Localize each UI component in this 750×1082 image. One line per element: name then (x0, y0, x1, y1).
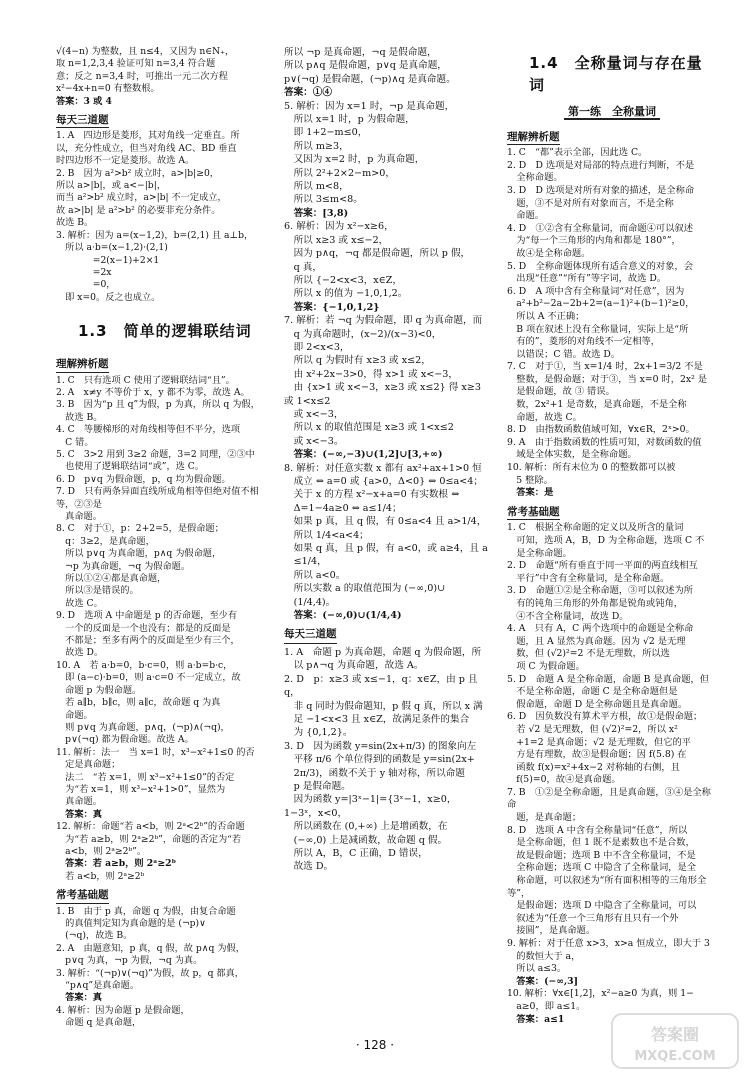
text-line: 关于 x 的方程 x²−x+a=0 有实数根 ⇔ (284, 489, 460, 501)
text-line: 法二 “若 x=1，则 x³−x²+1≤0”的否定 (56, 771, 235, 783)
text-line: 叙述为“任意一个三角形有且只有一个外 (507, 912, 679, 924)
text-line: 2. A 由题意知，p 真，q 假，故 p∧q 为假， (56, 942, 245, 954)
text-line: ≤1/4， (284, 556, 327, 568)
text-line: 7. D 只有两条异面直线所成角相等但绝对值不相等，②③是 (56, 486, 259, 510)
text-line: 数，2x²+1 是奇数，是真命题，不是全称 (507, 399, 687, 411)
text-line: 2. B 因为 a²>b² 成立时，a>|b|≥0， (56, 167, 219, 179)
text-line: 以，充分性成立，但当对角线 AC、BD 垂直 (56, 142, 237, 154)
text-line: 题，③不是对所有对象而言，不是全称 (507, 197, 674, 209)
text-line: 1. A 命题 p 为真命题，命题 q 为假命题，所 (284, 646, 482, 658)
text-line: 所以 1/4<a<4； (284, 529, 369, 541)
text-line: 所以 {−2<x<3，x∈Z， (284, 274, 403, 286)
text-line: 2π/3)，函数不关于 y 轴对称，所以命题 (284, 767, 465, 779)
text-line: 数，但 (√2)²=2 不是无理数，所以选 (507, 648, 670, 660)
text-line: 即 2<x<3， (284, 341, 350, 353)
text-line: q：3≥2，是真命题， (56, 535, 155, 547)
left-column (56, 46, 268, 1030)
text-line: 平移 π/6 个单位得到的函数是 y=sin(2x+ (284, 754, 475, 766)
text-line: 以错误；C 错。故选 D。 (507, 348, 621, 360)
text-line: 时四边形不一定是菱形。故选 A。 (56, 155, 195, 167)
text-line: 2. D D 选项是对局部的特点进行判断，不是 (507, 159, 695, 171)
text-line: 而当 a²>b² 成立时，a>|b| 不一定成立， (56, 192, 227, 204)
text-line: 6. 解析：因为 x²−x≥6， (284, 221, 394, 233)
text-line: p 是假命题。 (284, 780, 351, 792)
text-line: 所以 A，B，C 正确，D 错误， (284, 847, 428, 859)
text-line: 若 a<b，则 2ᵃ≥2ᵇ (56, 870, 145, 882)
text-line: 2. D p：x≥3 或 x≤−1，q：x∈Z，由 p 且 q， (284, 673, 481, 699)
text-line: x²−4x+n=0 有整数根。 (56, 83, 160, 95)
text-line: 5 整除。 (507, 474, 553, 486)
text-line: q 为真命题时，(x−2)/(x−3)<0， (284, 328, 442, 340)
text-line: 所以 x 的取值范围是 x≥3 或 1<x≤2 (284, 422, 454, 434)
answer-list (56, 906, 268, 1030)
text-line: “p∧q”是真命题。 (56, 980, 140, 992)
text-line: 答案：若 a≥b，则 2ᵃ≥2ᵇ (56, 858, 177, 870)
middle-column (284, 46, 490, 874)
text-line: 所以 2²+2×2−m>0， (284, 167, 395, 179)
text-line: 2. A x≠y 不等价于 x，y 都不为零，故选 A。 (56, 386, 250, 398)
text-line: 如果 p 真，且 q 假，有 0≤a<4 且 a>1/4， (284, 516, 487, 528)
text-line: 假命题，命题 D 是全称命题且是真命题。 (507, 698, 688, 710)
text-line: 10. 解析：∀x∈[1,2]，x²−a≥0 为真，则 1− (507, 988, 694, 1000)
text-line: 所以 p∨q 为真命题，p∧q 为假命题， (56, 548, 222, 560)
text-line: 称命题，可以叙述为“所有面积相等的三角形全等”， (507, 875, 707, 899)
text-line: 为“每一个三角形的内角和都是 180°”， (507, 235, 681, 247)
text-line: 1. C “都”表示全部，因此选 C。 (507, 147, 648, 159)
text-line: 命题，故选 C。 (507, 411, 582, 423)
text-line: 5. D 命题 A 是全称命题，命题 B 是真命题，但 (507, 673, 710, 685)
text-line: 则 p∨q 为真命题，p∧q，(¬p)∧(¬q)， (56, 721, 230, 733)
text-line: 所以 A 不正确； (507, 310, 585, 322)
text-line: 8. D 选项 A 中含有全称量词“任意”，所以 (507, 824, 688, 836)
text-line: 即 1+2−m≤0， (284, 127, 368, 139)
text-line: 的真值判定知为真命题的是 (¬p)∨ (56, 918, 206, 929)
text-line: 答案：真 (56, 992, 102, 1004)
text-line: 若 a∥b，b∥c，则 a∥c，故命题 q 为真 (56, 697, 221, 709)
section-heading-daily: 每天三道题 (284, 628, 337, 643)
text-line: 由 x²+2x−3>0，得 x>1 或 x<−3， (284, 368, 458, 380)
text-line: 题，且 A 显然为真命题。因为 √2 是无理 (507, 635, 686, 647)
text-line: 所以 m≥3， (284, 140, 349, 152)
answer-list (507, 522, 717, 1026)
text-line: 即 x=0。反之也成立。 (56, 291, 161, 303)
text-line: 所以 x≥3 或 x≤−2， (284, 234, 389, 246)
text-line: 故是假命题；选项 B 中不含全称量词，不是 (507, 849, 696, 861)
answer-list (284, 646, 490, 874)
text-line: 4. C 等腰梯形的对角线相等但不平分，选项 (56, 424, 241, 436)
text-line: 意；反之 n=3,4 时，可推出一元二次方程 (56, 70, 228, 82)
text-line: 答案：是 (507, 487, 554, 499)
text-line: 足 −1<x<3 且 x∈Z，故满足条件的集合 (284, 713, 470, 725)
text-line: 答案：真 (56, 808, 102, 820)
text-line: 命题 p 为假命题。 (56, 684, 142, 696)
text-line: 8. D 由指数函数值域可知，∀x∈R，2ˣ>0。 (507, 424, 695, 436)
text-line: 答案：[3,8) (284, 207, 349, 219)
text-line: 有的”，菱形的对角线不一定相等， (507, 336, 660, 348)
text-line: 7. 解析：若 ¬q 为假命题，即 q 为真命题，而 (284, 315, 483, 327)
page-number: · 128 · (355, 1038, 395, 1052)
text-line: 所以①②④都是真命题， (56, 573, 167, 585)
text-line: 所以 p∧q 是假命题，p∨q 是真命题， (284, 60, 447, 72)
text-line: p∨q 为真，¬p 为假，¬q 为真。 (56, 955, 203, 967)
text-line: =0， (56, 279, 116, 291)
text-line: 成立 ⇔ a=0 或 {a>0，Δ<0} ⇔ 0≤a<4； (284, 476, 483, 487)
text-line: 域是全体实数，是全称命题。 (507, 449, 637, 461)
text-line: 故选 B。 (56, 411, 103, 423)
text-line: 故④是全称命题。 (507, 247, 591, 259)
text-line: 命题 q 是真命题， (56, 1017, 142, 1029)
text-line: 故 a>|b| 是 a²>b² 的必要非充分条件。 (56, 204, 221, 216)
section-title-1-4: 1.4 全称量词与存在量词 (529, 54, 703, 94)
text-line: 所以 a≤3。 (507, 963, 567, 975)
text-line: 或 x<−3。 (284, 435, 344, 447)
text-line: 7. B ①②是全称命题，且是真命题，③④是全称命 (507, 786, 711, 811)
daily-block (56, 130, 268, 304)
text-line: +1=2 是真命题；√2 是无理数，但它的平 (507, 736, 691, 748)
text-line: 整数，是假命题；对于③，当 x=0 时，2x² 是 (507, 373, 708, 385)
text-line: 所以函数在 (0,+∞) 上是增函数，在 (284, 821, 448, 833)
text-line: 函数 f(x)=x²+4x−2 对称轴的右侧，且 (507, 761, 680, 773)
text-line: 10. A 若 a·b=0，b·c=0，则 a·b=b·c， (56, 659, 233, 671)
text-line: 由 {x>1 或 x<−3，x≥3 或 x≤2} 得 x≥3 或 1<x≤2 (284, 382, 484, 407)
text-line: 1. A 四边形是菱形，其对角线一定垂直。所 (56, 130, 240, 142)
text-line: 4. A 只有 A，C 两个选项中的命题是全称命 (507, 623, 694, 635)
text-line: 以 p∧¬q 为真命题，故选 A。 (284, 660, 424, 672)
svg-text:答案圈: 答案圈 (650, 1025, 700, 1044)
text-line: 5. C 3>2 用到 3≥2 命题，3=2 同理，②③中 (56, 448, 255, 460)
text-line: 5. 解析：因为 x=1 时，¬p 是真命题， (284, 100, 455, 112)
text-line: 6. D p∨q 为假命题，p，q 均为假命题。 (56, 473, 231, 485)
text-line: 10. 解析：所有末位为 0 的整数都可以被 (507, 462, 676, 474)
answer-list (284, 46, 490, 622)
text-line: 3. B 因为“p 且 q”为假，p 为真，所以 q 为假， (56, 399, 260, 411)
text-line: 1. C 根据全称命题的定义以及所含的量词 (507, 522, 684, 534)
text-line: ¬p 为真命题，¬q 为假命题。 (56, 560, 191, 572)
text-line: 3. D 命题①②是全称命题，③可以叙述为所 (507, 585, 693, 597)
text-line: 即 (a−c)·b=0，则 a·c=0 不一定成立，故 (56, 672, 241, 684)
text-line: 所以实数 a 的取值范围为 (−∞,0)∪ (284, 583, 446, 595)
text-line: 如果 q 真，且 p 假，有 a<0，或 a≥4，且 a (284, 543, 488, 555)
text-line: q 真， (284, 261, 322, 273)
text-line: 故选 D。 (56, 647, 104, 659)
lesson-title-text: 第一练 全称量词 (564, 105, 660, 120)
text-line: a<b，则 2ᵃ≥2ᵇ”。 (56, 845, 147, 857)
text-line: 又因为 x=2 时，p 为真命题， (284, 154, 425, 166)
section-heading-daily: 每天三道题 (56, 114, 109, 128)
text-line: 2. D 命题“所有垂直于同一平面的两直线相互 (507, 560, 698, 572)
text-line: 故选 D。 (284, 861, 334, 873)
text-line: 11. 解析：法一 当 x=1 时，x³−x²+1≤0 的否 (56, 746, 255, 758)
text-line: 所以 x=1 时，p 为假命题， (284, 114, 415, 126)
text-line: (−∞,0) 上是减函数，故命题 q 假。 (284, 834, 448, 846)
text-line: 1. B 由于 p 真，命题 q 为假，由复合命题 (56, 905, 236, 917)
text-line: 非 q 同时为假命题知，p 假 q 真，所以 x 满 (284, 700, 483, 712)
text-line: 所以 ¬p 是真命题，¬q 是假命题， (284, 47, 437, 58)
text-line: 答案：a≤1 (507, 1013, 565, 1025)
text-line: 真命题。 (56, 511, 102, 522)
text-line: 全称命题；选项 C 中隐含了全称量词，是全 (507, 862, 697, 874)
text-line: 为“若 a≥b，则 2ᵃ≥2ᵇ”，命题的否定为“若 (56, 833, 242, 845)
text-line: 答案：(−∞,−3)∪(1,2]∪[3,+∞) (284, 449, 443, 461)
text-line: 是假命题，故 ③ 错误。 (507, 386, 615, 398)
text-line: 3. D D 选项是对所有对象的描述，是全称命 (507, 184, 695, 196)
text-line: 答案：(−∞,0)∪(1/4,4) (284, 610, 402, 622)
section-heading-common: 常考基础题 (507, 506, 560, 521)
text-line: 1. C 只有选项 C 使用了逻辑联结词“且”。 (56, 374, 235, 386)
text-line: f(5)=0，故④是真命题。 (507, 774, 621, 786)
text-line: 7. C 对于①，当 x=1/4 时，2x+1=3/2 不是 (507, 361, 703, 373)
text-line: 全称命题。 (507, 172, 563, 184)
text-line: 出现“任意”“所有”等字词，故选 D。 (507, 273, 667, 285)
text-line: 6. D 因负数没有算术平方根，故①是假命题； (507, 711, 703, 723)
text-line: 定是真命题； (56, 759, 121, 771)
watermark-logo (610, 1010, 740, 1072)
text-line: 的数恒大于 a， (507, 950, 581, 962)
text-line: 是全称命题，但 1 既不是素数也不是合数， (507, 837, 695, 849)
text-line: 因为函数 y=|3ˣ−1|={3ˣ−1，x≥0，1−3ˣ，x<0， (284, 794, 457, 819)
text-line: 所以 a·b=(x−1,2)·(2,1) (56, 242, 168, 254)
text-line: 8. 解析：对任意实数 x 都有 ax²+ax+1>0 恒 (284, 462, 482, 474)
section-title-1-3: 1.3 简单的逻辑联结词 (78, 322, 252, 341)
svg-text:MXQE.COM: MXQE.COM (634, 1049, 716, 1064)
text-line: 所以 x 的值为 −1,0,1,2。 (284, 288, 408, 300)
text-line: 答案：①④ (284, 87, 332, 99)
text-line: 不都是；至多有两个的反面是至少有三个， (56, 635, 240, 647)
text-line: 所以 a>|b|，或 a<−|b|， (56, 180, 166, 192)
text-line: B 项在叙述上没有全称量词，实际上是“所 (507, 323, 689, 335)
text-line: p∨(¬q) 都为假命题。故选 A。 (56, 734, 194, 746)
text-line: 所以 3≤m<8。 (284, 194, 363, 206)
text-line: a≥0，即 a≤1。 (507, 1000, 586, 1012)
text-line: Δ=1−4a≥0 ⇔ a≤1/4； (284, 502, 402, 514)
text-line: 是全称命题。 (507, 547, 572, 559)
text-line: 因为 p∧q，¬q 都是假命题，所以 p 假， (284, 248, 471, 260)
text-line: 所以 m<8， (284, 181, 349, 193)
text-line: 项 C 为假命题。 (507, 660, 585, 672)
text-line: 4. D ①②含有全称量词，而命题④可以叙述 (507, 222, 693, 234)
text-line: (¬q)，故选 B。 (56, 930, 133, 942)
text-line: a²+b²−2a−2b+2=(a−1)²+(b−1)²≥0， (507, 298, 695, 310)
text-line: 9. A 由于指数函数的性质可知，对数函数的值 (507, 436, 702, 448)
text-line: 9. D 选项 A 中命题是 p 的否命题，至少有 (56, 610, 238, 622)
text-line: 有的钝角三角形的外角都是锐角或钝角， (507, 597, 684, 609)
text-line: 6. D A 项中含有全称量词“对任意”，因为 (507, 285, 685, 297)
text-line: 故选 C。 (56, 597, 103, 609)
text-line: 是假命题；选项 D 中隐含了全称量词，可以 (507, 900, 697, 912)
text-line: 答案：(−∞,3] (507, 975, 578, 987)
text-line: 命题。 (507, 210, 545, 222)
section-heading-common: 常考基础题 (56, 889, 109, 903)
text-line: 不是全称命题，命题 C 是全称命题但是 (507, 686, 678, 698)
text-line: 3. 解析：因为 a=(x−1,2)，b=(2,1) 且 a⊥b， (56, 229, 254, 241)
text-line: 也使用了逻辑联结词“或”，选 C。 (56, 461, 204, 473)
text-line: 3. 解析：“(¬p)∨(¬q)”为假，故 p，q 都真， (56, 967, 244, 979)
text-line: 为 {0,1,2}。 (284, 727, 353, 739)
text-line: 接圆”，是真命题。 (507, 925, 596, 937)
text-line: 所以③是错误的。 (56, 585, 139, 597)
text-line: 可知，选项 A，B，D 为全称命题，选项 C 不 (507, 535, 705, 546)
text-line: 或 x<−3， (284, 408, 344, 420)
answer-list (507, 147, 717, 500)
section-heading-understand: 理解辨析题 (507, 131, 560, 146)
text-line: 命题。 (56, 709, 93, 721)
text-line: 4. 解析：因为命题 p 是假命题， (56, 1004, 190, 1016)
text-line: 所以 q 为假时有 x≥3 或 x≤2， (284, 355, 431, 367)
text-line: C 错。 (56, 436, 94, 448)
text-line: 12. 解析：命题“若 a<b，则 2ᵃ<2ᵇ”的否命题 (56, 821, 245, 833)
text-line: 答案：{−1,0,1,2} (284, 301, 380, 313)
right-column (507, 46, 717, 1026)
text-line: 为“若 x=1，则 x³−x²+1>0”，显然为 (56, 783, 226, 795)
text-line: 故选 B。 (56, 217, 94, 229)
lesson-title (507, 106, 717, 119)
text-line: 平行”中含有全称量词，是全称命题。 (507, 572, 670, 584)
text-line: 5. D 全称命题体现所有适合意义的对象，会 (507, 260, 693, 272)
text-line: (1/4,4)。 (284, 596, 336, 608)
text-line: √(4−n) 为整数，且 n≤4，又因为 n∈N₊， (56, 46, 235, 57)
intro-block (56, 46, 268, 108)
text-line: 3. D 因为函数 y=sin(2x+π/3) 的图象向左 (284, 740, 477, 752)
text-line: 9. 解析：对于任意 x>3，x>a 恒成立，即大于 3 (507, 938, 710, 949)
text-line: 方是有理数，故③是假命题；因 f(5.8) 在 (507, 749, 687, 761)
section-heading-understand: 理解辨析题 (56, 358, 109, 372)
text-line: 取 n=1,2,3,4 验证可知 n=3,4 符合题 (56, 58, 216, 70)
text-line: 若 √2 是无理数，但 (√2)²=2，所以 x² (507, 723, 678, 735)
answer-list (56, 375, 268, 884)
text-line: ④不含全称量词，故选 D。 (507, 610, 629, 622)
answer-line: 答案：3 或 4 (56, 95, 112, 107)
text-line: 8. C 对于①，p：2+2=5，是假命题； (56, 523, 224, 535)
text-line: 题，是真命题； (507, 812, 582, 824)
text-line: 一个的反面是一个也没有；都是的反面是 (56, 622, 231, 634)
text-line: 所以 a<0。 (284, 569, 346, 581)
text-line: =2(x−1)+2×1 (56, 254, 160, 266)
text-line: p∨(¬q) 是假命题，(¬p)∧q 是真命题。 (284, 73, 456, 85)
text-line: =2x (56, 266, 112, 278)
text-line: 真命题。 (56, 796, 102, 808)
